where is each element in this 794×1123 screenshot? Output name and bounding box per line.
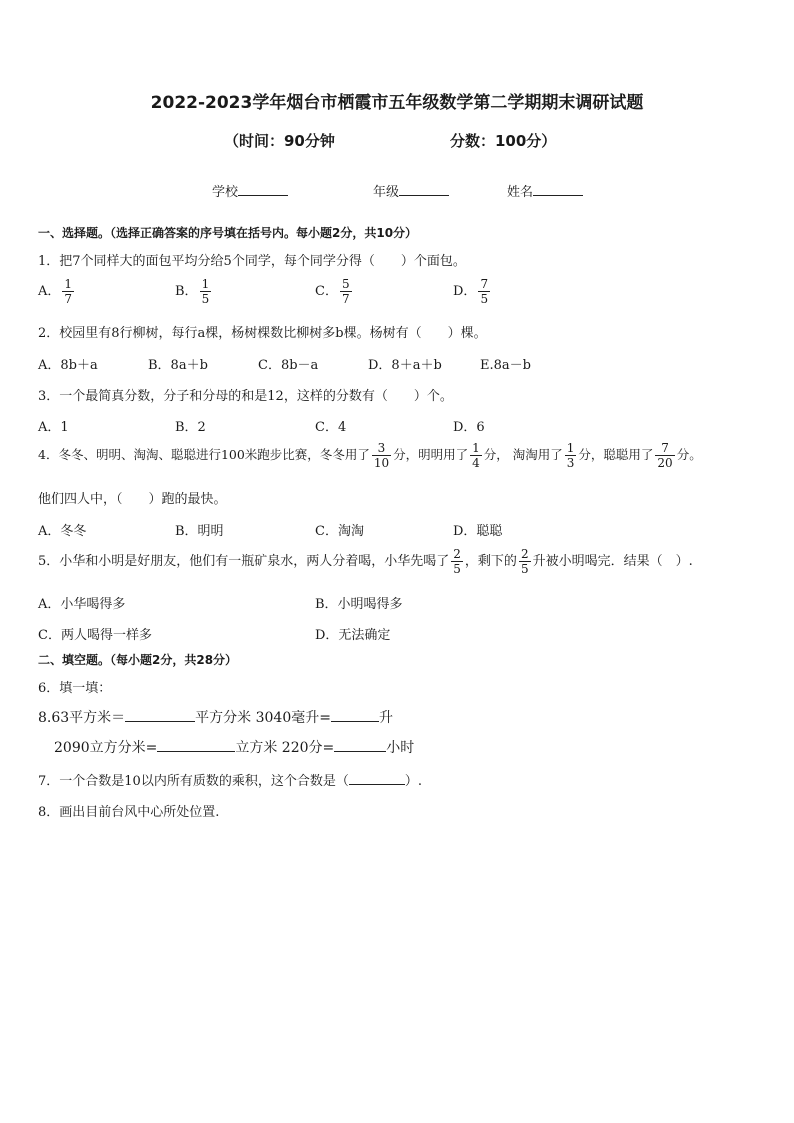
q5-option-c[interactable]: C．两人喝得一样多 [38, 628, 152, 643]
q1-option-a[interactable]: A． $\frac{1}{7}$ [38, 277, 73, 306]
q6-blank-3[interactable] [157, 737, 235, 752]
section-1-header: 一、选择题。（选择正确答案的序号填在括号内。每小题2分，共10分） [38, 226, 418, 240]
grade-field [373, 181, 449, 200]
name-label: 姓名 [507, 185, 534, 200]
name-field [507, 181, 583, 200]
fraction: $\frac{2}{5}$ [520, 547, 529, 576]
fraction: $\frac{7}{5}$ [480, 277, 489, 306]
school-blank[interactable] [238, 181, 288, 196]
exam-score: 分数：100分） [450, 132, 557, 150]
q1-option-c[interactable]: C． $\frac{5}{7}$ [315, 277, 350, 306]
fraction: $\frac{1}{3}$ [566, 441, 575, 470]
q5-option-a[interactable]: A．小华喝得多 [38, 597, 126, 612]
fraction: $\frac{1}{4}$ [472, 441, 480, 470]
q6-blank-2[interactable] [331, 707, 379, 722]
q4-option-a[interactable]: A．冬冬 [38, 524, 87, 539]
question-4: 4．冬冬、明明、淘淘、聪聪进行100米跑步比赛，冬冬用了 $\frac{3}{10}$ 分，明明用了 $\frac{1}{4}$ 分， 淘淘用了 $\frac{1}{3}$ 分，聪聪用了 $\frac{7}{20}$ 分。 [38, 441, 702, 470]
q3-option-c[interactable]: C．4 [315, 420, 347, 435]
page-title: 2022-2023学年烟台市栖霞市五年级数学第二学期期末调研试题 [150, 93, 644, 113]
q2-option-b[interactable]: B．8a＋b [148, 358, 208, 373]
fraction: $\frac{1}{5}$ [201, 277, 210, 306]
section-2-header: 二、填空题。（每小题2分，共28分） [38, 653, 238, 667]
q4-option-d[interactable]: D．聪聪 [453, 524, 503, 539]
fraction: $\frac{7}{20}$ [657, 441, 673, 470]
q7-blank[interactable] [349, 770, 405, 785]
question-5: 5．小华和小明是好朋友，他们有一瓶矿泉水，两人分着喝，小华先喝了 $\frac{2}{5}$ ，剩下的 $\frac{2}{5}$ 升被小明喝完．结果（ ）. [38, 547, 693, 576]
q2-option-a[interactable]: A．8b＋a [38, 358, 98, 373]
q6-blank-1[interactable] [125, 707, 195, 722]
q6-line-2: 2090立方分米= 立方米 220分= 小时 [54, 737, 414, 757]
fraction: $\frac{3}{10}$ [373, 441, 390, 470]
grade-label: 年级 [373, 185, 400, 200]
grade-blank[interactable] [399, 181, 449, 196]
q1-option-d[interactable]: D． $\frac{7}{5}$ [453, 277, 489, 306]
q2-option-d[interactable]: D．8＋a＋b [368, 358, 442, 373]
q6-line-1: 8.63平方米＝ 平方分米 3040毫升= 升 [38, 707, 393, 727]
name-blank[interactable] [533, 181, 583, 196]
exam-time: （时间：90分钟 [224, 132, 335, 150]
school-field [212, 181, 288, 200]
q4-option-c[interactable]: C．淘淘 [315, 524, 364, 539]
q2-option-c[interactable]: C．8b－a [258, 358, 319, 373]
q6-blank-4[interactable] [334, 737, 386, 752]
question-8: 8．画出目前台风中心所处位置. [38, 805, 220, 820]
question-1: 1．把7个同样大的面包平均分给5个同学，每个同学分得（ ）个面包。 [38, 254, 466, 269]
q3-option-d[interactable]: D．6 [453, 420, 485, 435]
fraction: $\frac{1}{7}$ [64, 277, 73, 306]
q3-option-b[interactable]: B．2 [175, 420, 206, 435]
q2-option-e[interactable]: E.8a－b [480, 358, 531, 373]
fraction: $\frac{2}{5}$ [453, 547, 461, 576]
question-3: 3．一个最简真分数，分子和分母的和是12，这样的分数有（ ）个。 [38, 389, 453, 404]
q4-option-b[interactable]: B．明明 [175, 524, 224, 539]
question-6: 6．填一填： [38, 681, 112, 696]
school-label: 学校 [212, 185, 239, 200]
question-4-line-2: 他们四人中，（ ）跑的最快。 [38, 492, 227, 507]
q3-option-a[interactable]: A．1 [38, 420, 69, 435]
question-7: 7．一个合数是10以内所有质数的乘积，这个合数是（ ）. [38, 770, 422, 789]
q1-option-b[interactable]: B． $\frac{1}{5}$ [175, 277, 210, 306]
q5-option-d[interactable]: D．无法确定 [315, 628, 391, 643]
q5-option-b[interactable]: B．小明喝得多 [315, 597, 403, 612]
question-2: 2．校园里有8行柳树，每行a棵，杨树棵数比柳树多b棵。杨树有（ ）棵。 [38, 326, 487, 341]
fraction: $\frac{5}{7}$ [341, 277, 350, 306]
